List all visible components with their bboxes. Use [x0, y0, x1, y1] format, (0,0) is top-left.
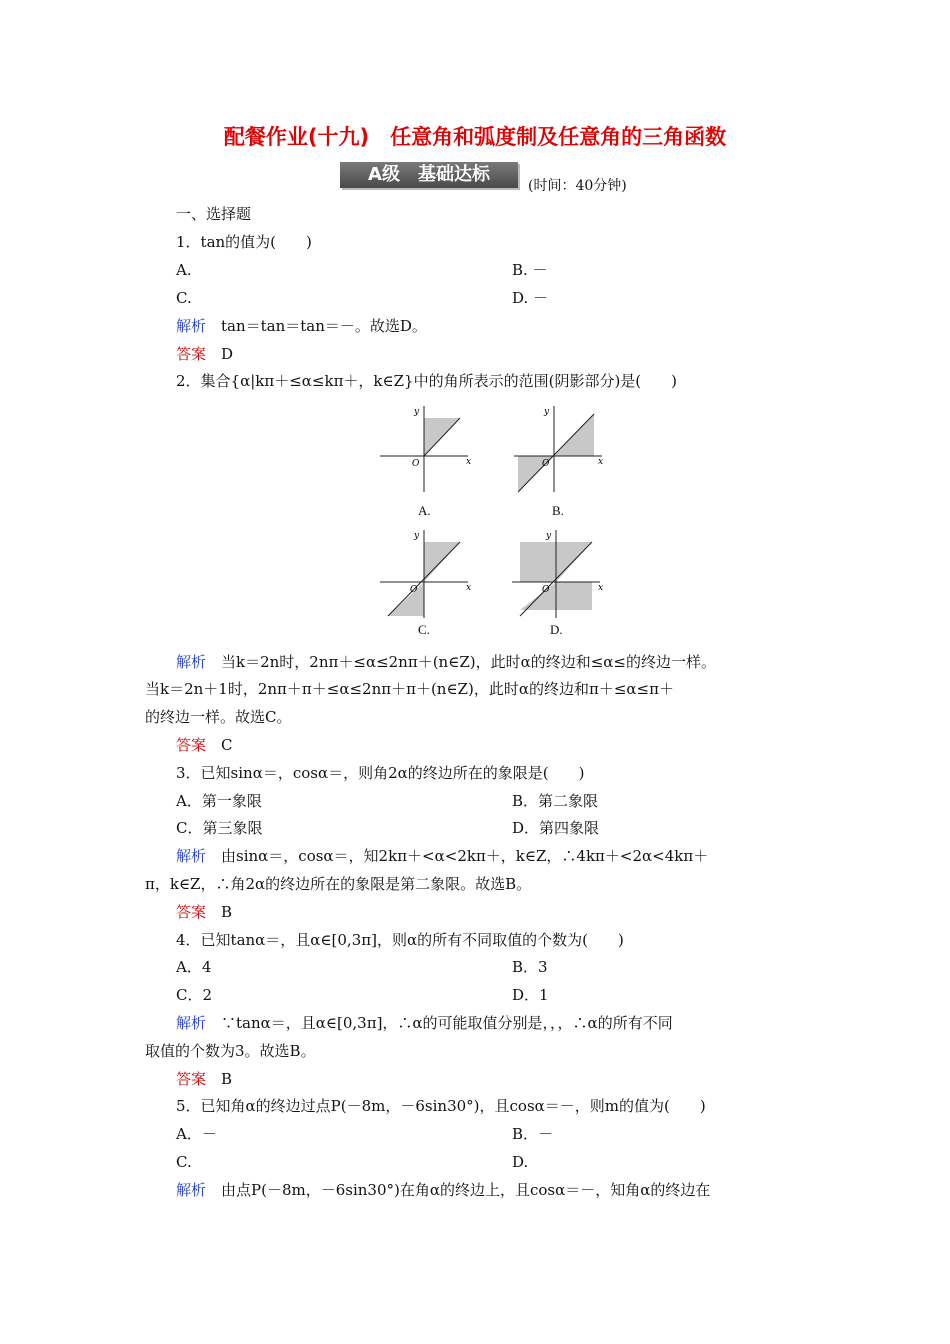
- origin-label: O: [542, 459, 550, 469]
- q4-analysis-line-1: [176, 1013, 673, 1033]
- q1-answer: [176, 344, 233, 364]
- q5-option-a: A．－: [176, 1125, 217, 1143]
- x-label: x: [598, 583, 604, 593]
- q3-option-c: C．第三象限: [176, 819, 263, 837]
- q1-analysis-text: tan＝tan＝tan＝－。故选D。: [206, 317, 427, 335]
- answer-label: 答案: [176, 345, 207, 363]
- x-label: x: [466, 583, 472, 593]
- q2-answer: [176, 735, 233, 755]
- q3-analysis-line-1: [176, 846, 708, 866]
- q4-option-a: A．4: [176, 958, 212, 976]
- q4-option-b: B．3: [512, 958, 548, 976]
- q4-stem: 4．已知tanα＝，且α∈[0,3π]，则α的所有不同取值的个数为( ): [176, 931, 624, 949]
- analysis-label: 解析: [176, 317, 207, 335]
- figure-a-caption: A.: [418, 503, 431, 518]
- y-label: y: [544, 407, 550, 417]
- analysis-label: 解析: [176, 847, 207, 865]
- y-label: y: [414, 531, 420, 541]
- q3-analysis-text: 由sinα＝，cosα＝，知2kπ＋<α<2kπ＋，k∈Z，∴4kπ＋<2α<4kπ＋: [206, 847, 709, 865]
- q2-analysis-line-2: 当k＝2n＋1时，2nπ＋π＋≤α≤2nπ＋π＋(n∈Z)，此时α的终边和π＋≤α≤π＋: [145, 680, 674, 698]
- q4-answer: [176, 1069, 232, 1089]
- q5-option-c: C.: [176, 1153, 192, 1171]
- q1-stem: 1．tan的值为( ): [176, 233, 312, 251]
- q3-option-a: A．第一象限: [176, 792, 262, 810]
- figure-c: [376, 524, 476, 620]
- q3-option-d: D．第四象限: [512, 819, 600, 837]
- origin-label: O: [542, 585, 550, 595]
- q4-option-c: C．2: [176, 986, 213, 1004]
- q5-option-b: B．－: [512, 1125, 554, 1143]
- x-label: x: [598, 457, 604, 467]
- q3-stem: 3．已知sinα＝，cosα＝，则角2α的终边所在的象限是( ): [176, 764, 585, 782]
- q1-option-a: A.: [176, 261, 192, 279]
- q3-answer: [176, 902, 232, 922]
- q1-analysis: [176, 316, 427, 336]
- analysis-label: 解析: [176, 1014, 207, 1032]
- y-label: y: [546, 531, 552, 541]
- q2-analysis-line-3: 的终边一样。故选C。: [145, 708, 292, 726]
- y-label: y: [414, 407, 420, 417]
- origin-label: O: [410, 585, 418, 595]
- q2-stem: 2．集合{α|kπ＋≤α≤kπ＋，k∈Z}中的角所表示的范围(阴影部分)是( ): [176, 372, 678, 390]
- q2-analysis-text: 当k＝2n时，2nπ＋≤α≤2nπ＋(n∈Z)，此时α的终边和≤α≤的终边一样。: [206, 653, 716, 671]
- figure-b-caption: B.: [552, 503, 564, 518]
- q1-option-d: D. －: [512, 289, 549, 307]
- q1-option-b: B. －: [512, 261, 548, 279]
- answer-label: 答案: [176, 1070, 207, 1088]
- q5-stem: 5．已知角α的终边过点P(－8m，－6sin30°)，且cosα＝－，则m的值为( ): [176, 1097, 706, 1115]
- figure-a: [376, 400, 476, 496]
- q1-answer-text: D: [206, 345, 234, 363]
- time-note: (时间：40分钟): [528, 178, 627, 194]
- q1-option-c: C.: [176, 289, 192, 307]
- analysis-label: 解析: [176, 653, 207, 671]
- q3-analysis-line-2: π，k∈Z，∴角2α的终边所在的象限是第二象限。故选B。: [145, 875, 532, 893]
- figure-c-caption: C.: [418, 622, 430, 637]
- answer-label: 答案: [176, 903, 207, 921]
- origin-label: O: [412, 459, 420, 469]
- q4-analysis-line-2: 取值的个数为3。故选B。: [145, 1042, 316, 1060]
- q4-analysis-text: ∵tanα＝，且α∈[0,3π]，∴α的可能取值分别是，，，∴α的所有不同: [206, 1014, 673, 1032]
- q2-analysis-line-1: [176, 652, 716, 672]
- q3-answer-text: B: [206, 903, 233, 921]
- figure-d: [508, 524, 608, 620]
- figure-b: [510, 400, 610, 496]
- page-title: 配餐作业(十九) 任意角和弧度制及任意角的三角函数: [223, 125, 727, 149]
- analysis-label: 解析: [176, 1181, 207, 1199]
- q5-analysis-line-1: [176, 1180, 710, 1200]
- q5-analysis-text: 由点P(－8m，－6sin30°)在角α的终边上，且cosα＝－，知角α的终边在: [206, 1181, 711, 1199]
- q4-option-d: D．1: [512, 986, 549, 1004]
- answer-label: 答案: [176, 736, 207, 754]
- x-label: x: [466, 457, 472, 467]
- q3-option-b: B．第二象限: [512, 792, 599, 810]
- q5-option-d: D.: [512, 1153, 529, 1171]
- level-banner: A级 基础达标: [340, 162, 518, 188]
- section-heading: 一、选择题: [176, 205, 252, 223]
- q2-answer-text: C: [206, 736, 233, 754]
- q4-answer-text: B: [206, 1070, 233, 1088]
- figure-d-caption: D.: [550, 622, 563, 637]
